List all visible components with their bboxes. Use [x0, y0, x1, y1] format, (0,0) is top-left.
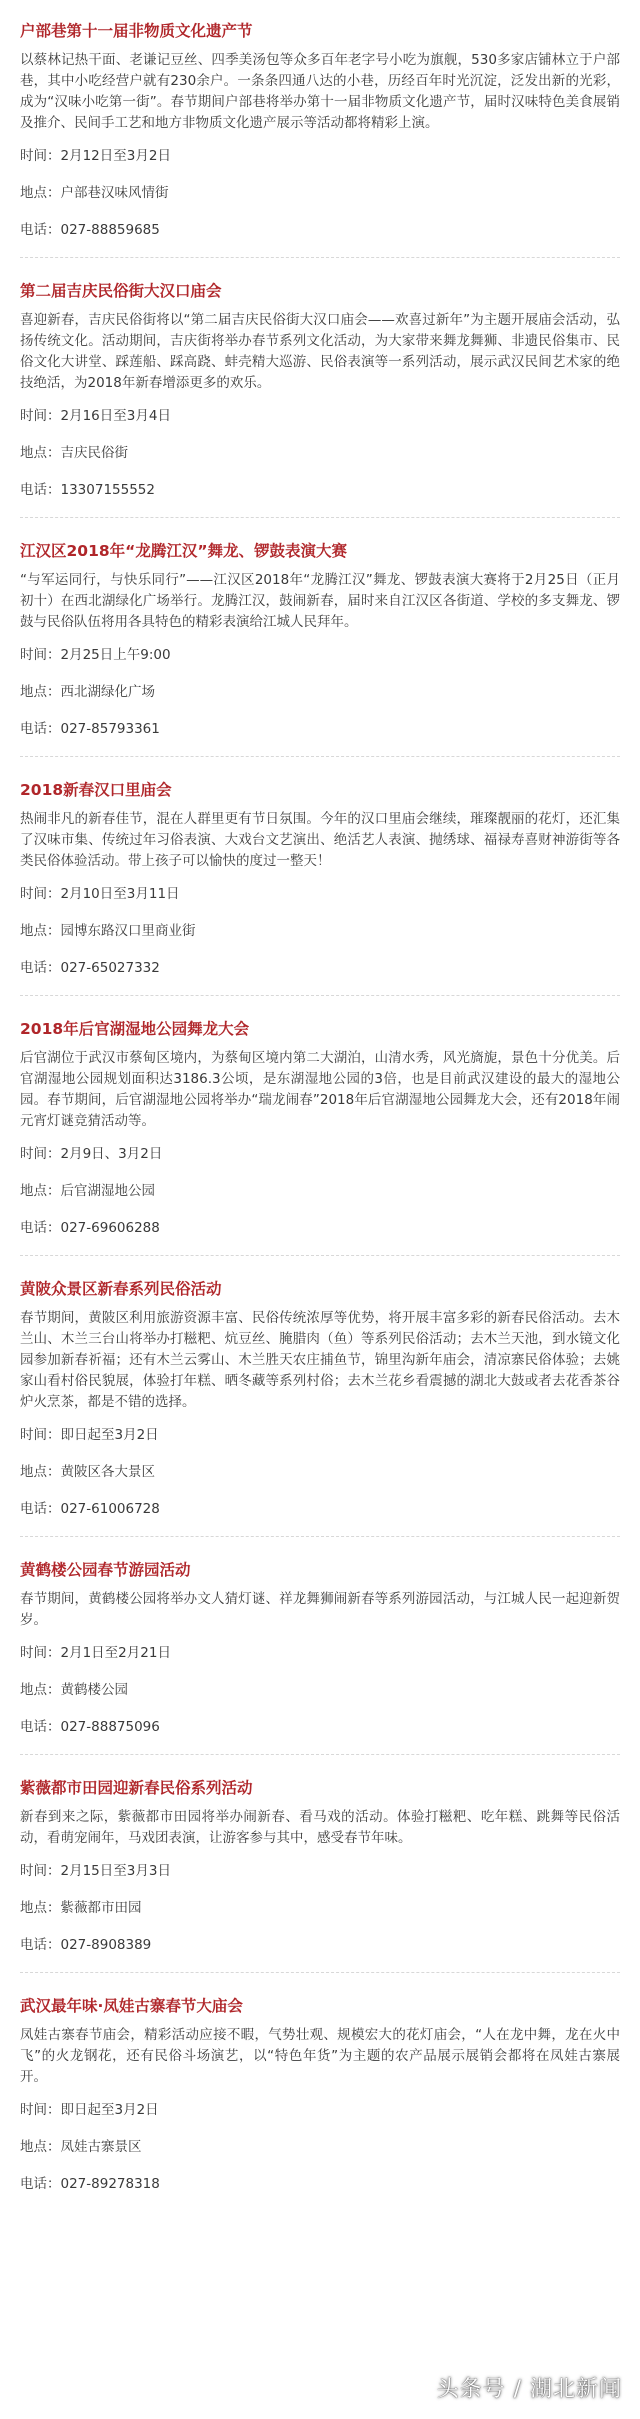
event-time: 时间：2月16日至3月4日 [20, 408, 171, 424]
event-title: 2018新春汉口里庙会 [20, 781, 172, 799]
event-time: 时间：2月1日至2月21日 [20, 1645, 171, 1661]
event-time: 时间：2月9日、3月2日 [20, 1146, 163, 1162]
event-phone: 电话：027-8908389 [20, 1937, 152, 1953]
event-place: 地点：黄鹤楼公园 [20, 1682, 128, 1698]
section-divider [20, 756, 620, 757]
event-section [20, 260, 620, 518]
event-section [20, 520, 620, 757]
event-time: 时间：2月25日上午9:00 [20, 647, 171, 663]
event-description: 春节期间，黄陂区利用旅游资源丰富、民俗传统浓厚等优势，将开展丰富多彩的新春民俗活动。去木兰山、木兰三台山将举办打糍粑、炕豆丝、腌腊肉（鱼）等系列民俗活动；去木兰天池，到水镜文化园参加新春祈福；还有木兰云雾山、木兰胜天农庄捕鱼节，锦里沟新年庙会，清凉寨民俗体验；去姚家山看村俗民貌展，体验打年糕、晒冬藏等系列村俗；去木兰花乡看震撼的湖北大鼓或者去花香茶谷炉火烹茶，都是不错的选择。 [20, 1310, 620, 1410]
event-description: 后官湖位于武汉市蔡甸区境内，为蔡甸区境内第二大湖泊，山清水秀，风光旖旎，景色十分优美。后官湖湿地公园规划面积达3186.3公顷，是东湖湿地公园的3倍，也是目前武汉建设的最大的湿地公园。春节期间，后官湖湿地公园将举办“瑞龙闹春”2018年后官湖湿地公园舞龙大会，还有2018年闹元宵灯谜竞猜活动等。 [20, 1050, 620, 1129]
event-phone: 电话：027-69606288 [20, 1220, 160, 1236]
event-title: 武汉最年味·凤娃古寨春节大庙会 [20, 1997, 243, 2015]
section-divider [20, 1536, 620, 1537]
section-divider [20, 517, 620, 518]
event-section [20, 1975, 620, 2195]
event-phone: 电话：027-65027332 [20, 960, 160, 976]
event-place: 地点：户部巷汉味风情街 [20, 185, 169, 201]
event-phone: 电话：027-88875096 [20, 1719, 160, 1735]
event-place: 地点：紫薇都市田园 [20, 1900, 142, 1916]
event-title: 黄陂众景区新春系列民俗活动 [20, 1280, 222, 1298]
event-section [20, 1539, 620, 1755]
event-phone: 电话：027-61006728 [20, 1501, 160, 1517]
event-time: 时间：2月12日至3月2日 [20, 148, 171, 164]
event-place: 地点：西北湖绿化广场 [20, 684, 155, 700]
event-time: 时间：即日起至3月2日 [20, 2102, 159, 2118]
event-title: 紫薇都市田园迎新春民俗系列活动 [20, 1779, 253, 1797]
event-title: 黄鹤楼公园春节游园活动 [20, 1561, 191, 1579]
event-place: 地点：黄陂区各大景区 [20, 1464, 155, 1480]
section-divider [20, 1972, 620, 1973]
event-phone: 电话：027-89278318 [20, 2176, 160, 2192]
event-time: 时间：2月10日至3月11日 [20, 886, 180, 902]
event-section [20, 759, 620, 996]
event-phone: 电话：027-88859685 [20, 222, 160, 238]
event-section [20, 1258, 620, 1537]
event-phone: 电话：027-85793361 [20, 721, 160, 737]
event-description: “与军运同行，与快乐同行”——江汉区2018年“龙腾江汉”舞龙、锣鼓表演大赛将于2月25日（正月初十）在西北湖绿化广场举行。龙腾江汉，鼓闹新春，届时来自江汉区各街道、学校的多支舞龙、锣鼓与民俗队伍将用各具特色的精彩表演给江城人民拜年。 [20, 572, 620, 630]
source-watermark: 头条号 / 湖北新闻 [436, 2377, 622, 2402]
event-description: 热闹非凡的新春佳节，混在人群里更有节日氛围。今年的汉口里庙会继续，璀璨靓丽的花灯，还汇集了汉味市集、传统过年习俗表演、大戏台文艺演出、绝活艺人表演、抛绣球、福禄寿喜财神游街等各类民俗体验活动。带上孩子可以愉快的度过一整天！ [20, 811, 620, 869]
event-description: 春节期间，黄鹤楼公园将举办文人猜灯谜、祥龙舞狮闹新春等系列游园活动，与江城人民一起迎新贺岁。 [20, 1591, 620, 1628]
event-section [20, 0, 620, 258]
event-place: 地点：凤娃古寨景区 [20, 2139, 142, 2155]
event-place: 地点：园博东路汉口里商业街 [20, 923, 196, 939]
event-description: 以蔡林记热干面、老谦记豆丝、四季美汤包等众多百年老字号小吃为旗舰，530多家店铺林立于户部巷，其中小吃经营户就有230余户。一条条四通八达的小巷，历经百年时光沉淀，泛发出新的光彩，成为“汉味小吃第一街”。春节期间户部巷将举办第十一届非物质文化遗产节，届时汉味特色美食展销及推介、民间手工艺和地方非物质文化遗产展示等活动都将精彩上演。 [20, 52, 620, 131]
event-time: 时间：即日起至3月2日 [20, 1427, 159, 1443]
section-divider [20, 995, 620, 996]
event-place: 地点：后官湖湿地公园 [20, 1183, 155, 1199]
event-section [20, 998, 620, 1256]
event-description: 新春到来之际，紫薇都市田园将举办闹新春、看马戏的活动。体验打糍粑、吃年糕、跳舞等民俗活动，看萌宠闹年，马戏团表演，让游客参与其中，感受春节年味。 [20, 1809, 620, 1846]
event-title: 2018年后官湖湿地公园舞龙大会 [20, 1020, 250, 1038]
event-title: 第二届吉庆民俗街大汉口庙会 [20, 282, 222, 300]
event-title: 户部巷第十一届非物质文化遗产节 [20, 22, 253, 40]
section-divider [20, 1255, 620, 1256]
event-description: 喜迎新春，吉庆民俗街将以“第二届吉庆民俗街大汉口庙会——欢喜过新年”为主题开展庙会活动，弘扬传统文化。活动期间，吉庆街将举办春节系列文化活动，为大家带来舞龙舞狮、非遗民俗集市、民俗文化大讲堂、踩莲船、踩高跷、蚌壳精大巡游、民俗表演等一系列活动，展示武汉民间艺术家的绝技绝活，为2018年新春增添更多的欢乐。 [20, 312, 620, 391]
event-description: 凤娃古寨春节庙会，精彩活动应接不暇，气势壮观、规模宏大的花灯庙会，“人在龙中舞，龙在火中飞”的火龙钢花，还有民俗斗场演艺，以“特色年货”为主题的农产品展示展销会都将在凤娃古寨展开。 [20, 2027, 620, 2085]
event-title: 江汉区2018年“龙腾江汉”舞龙、锣鼓表演大赛 [20, 542, 348, 560]
event-section [20, 1757, 620, 1973]
event-place: 地点：吉庆民俗街 [20, 445, 128, 461]
event-time: 时间：2月15日至3月3日 [20, 1863, 171, 1879]
event-phone: 电话：13307155552 [20, 482, 155, 498]
section-divider [20, 1754, 620, 1755]
section-divider [20, 257, 620, 258]
